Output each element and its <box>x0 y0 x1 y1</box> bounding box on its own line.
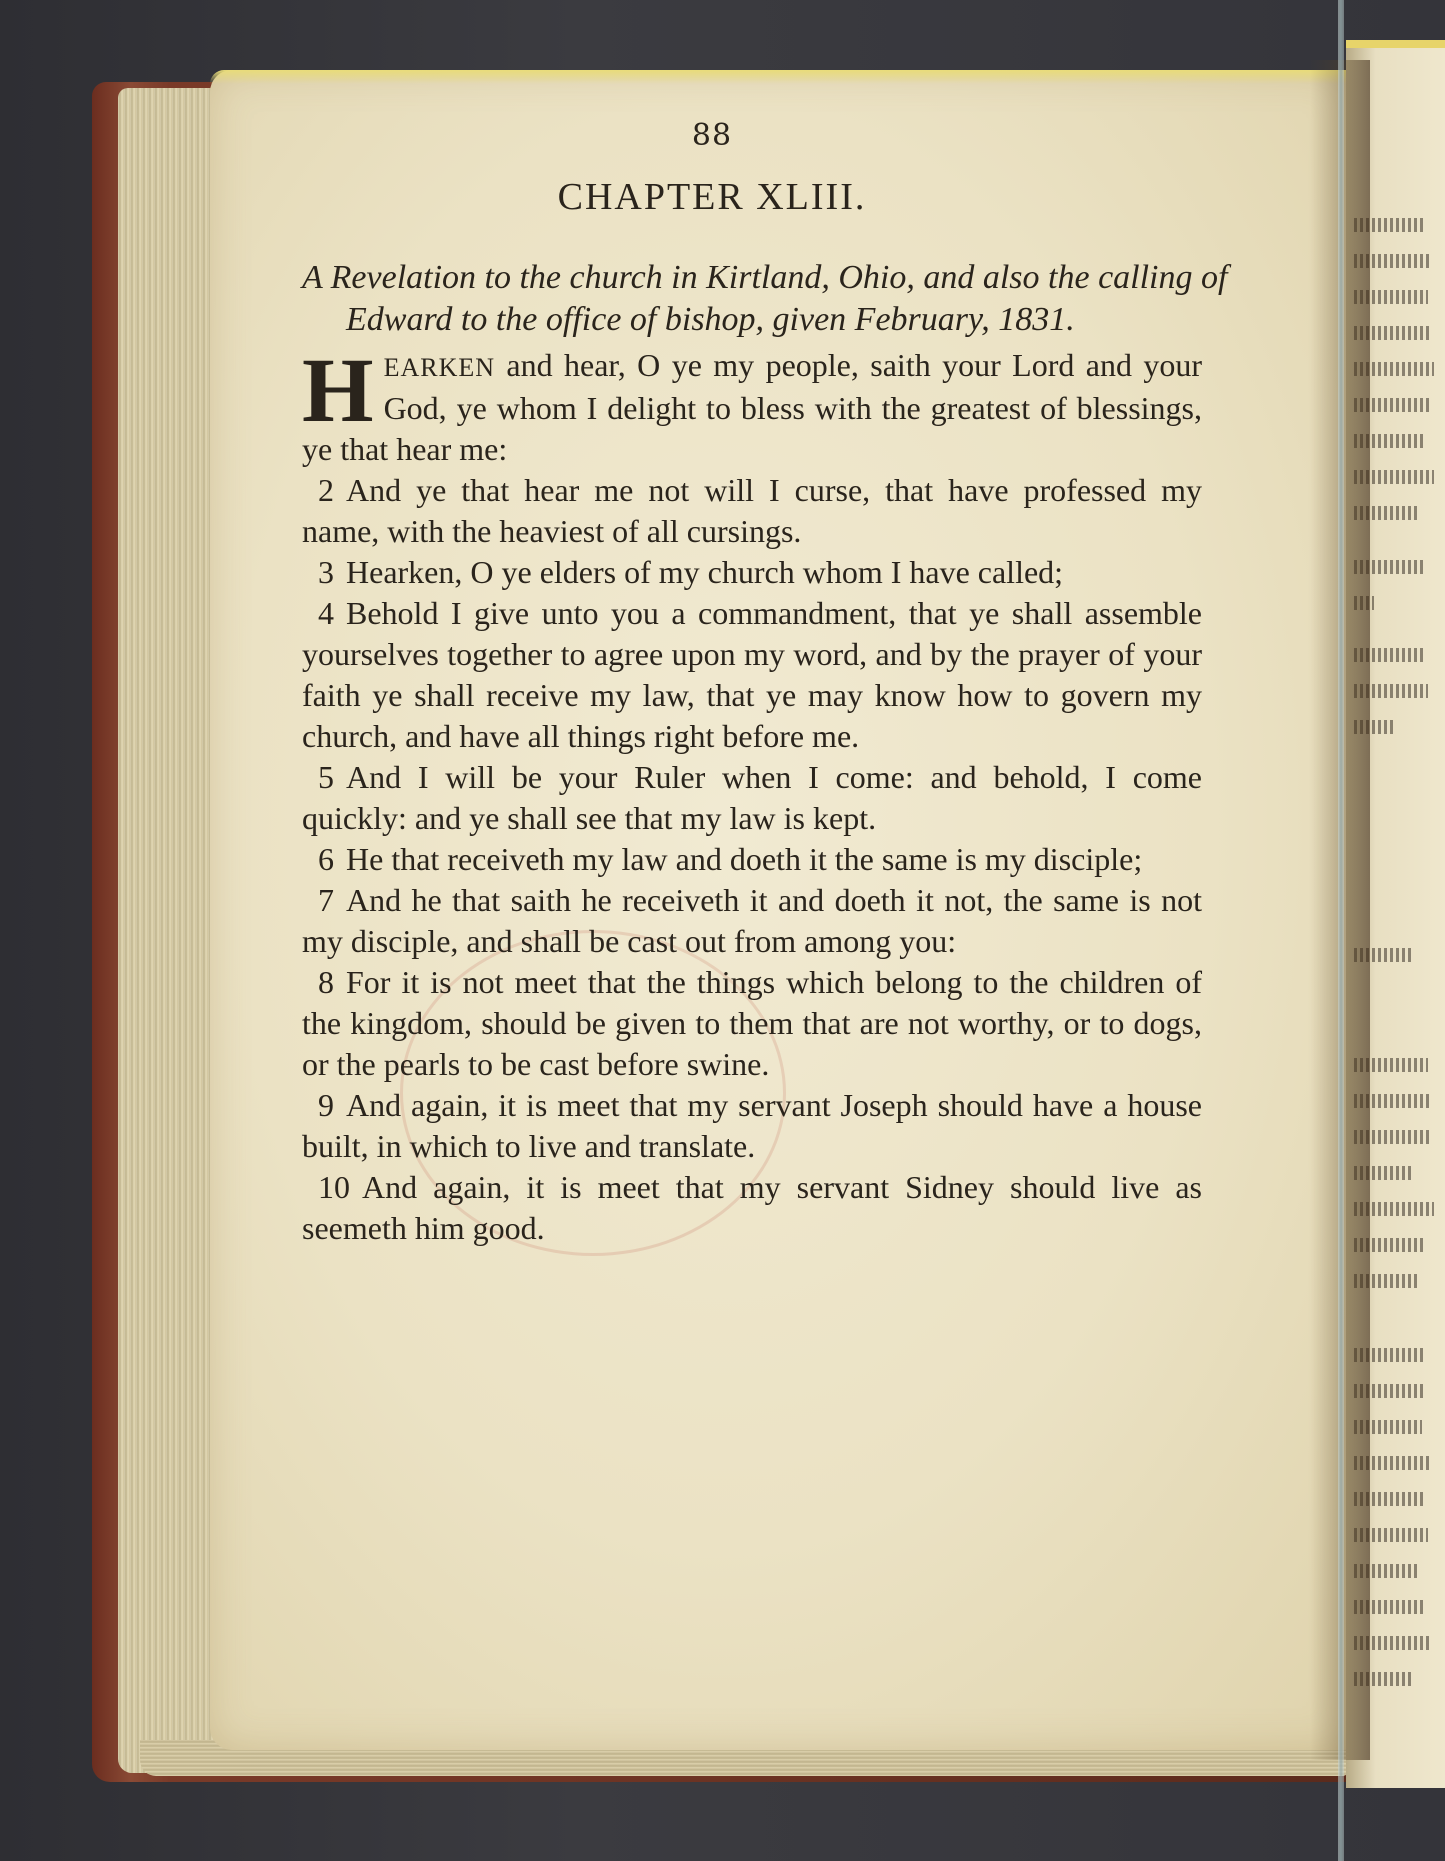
verse-text: Behold I give unto you a commandment, that ye shall assemble yourselves together to agree upon my word, and by the prayer of your faith ye shall receive my law, that ye may know how to govern my church, and have all things right before me. <box>302 595 1202 754</box>
verse-number: 2 <box>318 472 334 508</box>
verse-text: For it is not meet that the things which belong to the children of the kingdom, should be given to them that are not worthy, or to dogs, or the pearls to be cast before swine. <box>302 964 1202 1082</box>
verse-2 <box>302 470 1202 552</box>
verse-4 <box>302 593 1202 757</box>
verse-text: And again, it is meet that my servant Sidney should live as seemeth him good. <box>302 1169 1202 1246</box>
verse-6 <box>302 839 1202 880</box>
revelation-heading: A Revelation to the church in Kirtland, Ohio, and also the calling of Edward to the office of bishop, given February, 1831. <box>302 259 1228 338</box>
verse-text: And ye that hear me not will I curse, that have professed my name, with the heaviest of all cursings. <box>302 472 1202 549</box>
verse-1 <box>302 339 1203 470</box>
verse-number: 4 <box>318 595 334 631</box>
verse-number: 10 <box>318 1169 350 1205</box>
verse-number: 8 <box>318 964 334 1000</box>
verse-number: 9 <box>318 1087 334 1123</box>
verse-number: 6 <box>318 841 334 877</box>
verse-text: And I will be your Ruler when I come: and behold, I come quickly: and ye shall see that my law is kept. <box>302 759 1202 836</box>
verse-10 <box>302 1167 1202 1249</box>
verse-text: He that receiveth my law and doeth it the same is my disciple; <box>346 841 1143 877</box>
verse-3 <box>302 552 1202 593</box>
glass-plate-edge <box>1338 0 1344 1861</box>
page-text <box>302 118 1228 1249</box>
verse-text: Hearken, O ye elders of my church whom I have called; <box>346 554 1064 590</box>
verse-9 <box>302 1085 1202 1167</box>
verse-text: And he that saith he receiveth it and doeth it not, the same is not my disciple, and shall be cast out from among you: <box>302 882 1202 959</box>
dropcap-letter: H <box>302 339 374 441</box>
verse-8 <box>302 962 1202 1085</box>
chapter-title: CHAPTER XLIII. <box>557 176 867 218</box>
verse-1-text: and hear, O ye my people, saith your Lord and your God, ye whom I delight to bless with the greatest of blessings, ye that hear me: <box>302 347 1203 467</box>
verse-text: And again, it is meet that my servant Joseph should have a house built, in which to live and translate. <box>302 1087 1202 1164</box>
verse-number: 3 <box>318 554 334 590</box>
verse-number: 7 <box>318 882 334 918</box>
opening-caps: EARKEN <box>383 353 495 382</box>
verse-7 <box>302 880 1202 962</box>
verse-number: 5 <box>318 759 334 795</box>
verse-5 <box>302 757 1202 839</box>
page-number: 88 <box>691 118 733 153</box>
